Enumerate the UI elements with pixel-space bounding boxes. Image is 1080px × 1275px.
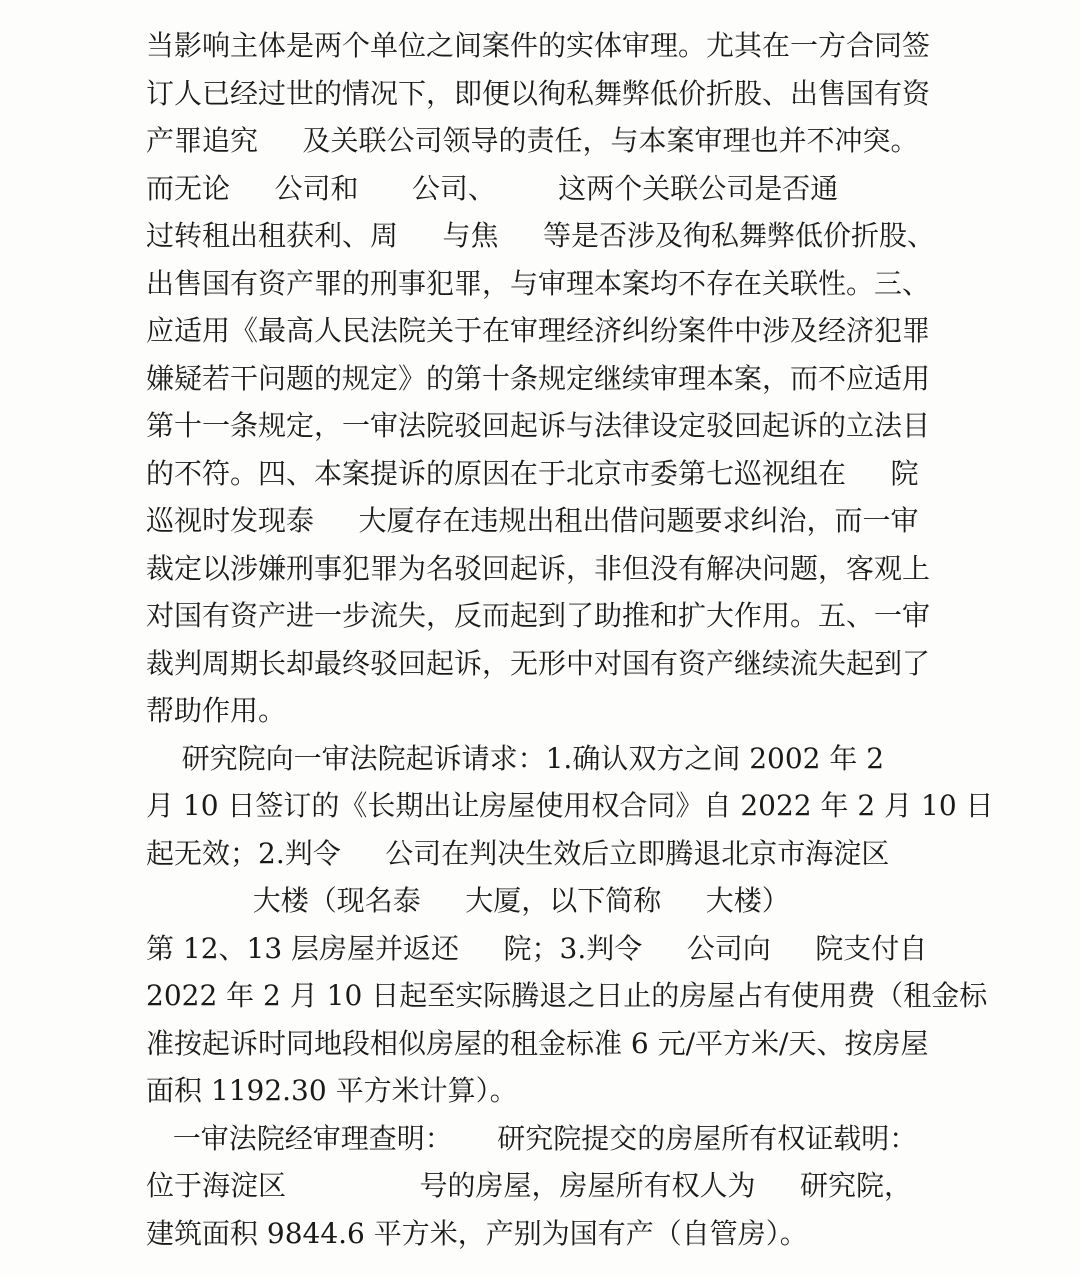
- text-line: 对国有资产进一步流失，反而起到了助推和扩大作用。五、一审: [146, 599, 931, 632]
- text-line: 起无效；2.判令 公司在判决生效后立即腾退北京市海淀区: [146, 836, 890, 870]
- text-line: 应适用《最高人民法院关于在审理经济纠纷案件中涉及经济犯罪: [146, 314, 931, 347]
- text-line: 而无论 公司和 公司、 这两个关联公司是否通: [146, 171, 839, 205]
- text-line: 建筑面积 9844.6 平方米，产别为国有产（自管房）。: [146, 1216, 808, 1250]
- text-line: 2022 年 2 月 10 日起至实际腾退之日止的房屋占有使用费（租金标: [146, 979, 988, 1012]
- text-line: 嫌疑若干问题的规定》的第十条规定继续审理本案，而不应适用: [146, 361, 931, 395]
- text-line: 裁判周期长却最终驳回起诉，无形中对国有资产继续流失起到了: [146, 646, 931, 680]
- text-line: 一审法院经审理查明： 研究院提交的房屋所有权证载明：: [146, 1121, 918, 1155]
- text-line: 过转租出租获利、周 与焦 等是否涉及徇私舞弊低价折股、: [146, 219, 936, 252]
- text-line: 大楼（现名泰 大厦，以下简称 大楼）: [146, 884, 790, 917]
- text-line: 的不符。四、本案提诉的原因在于北京市委第七巡视组在 院: [146, 456, 919, 490]
- text-line: 产罪追究 及关联公司领导的责任，与本案审理也并不冲突。: [146, 124, 919, 157]
- text-line: 第 12、13 层房屋并返还 院；3.判令 公司向 院支付自: [146, 931, 928, 965]
- text-line: 裁定以涉嫌刑事犯罪为名驳回起诉，非但没有解决问题，客观上: [146, 551, 931, 585]
- text-line: 出售国有资产罪的刑事犯罪，与审理本案均不存在关联性。三、: [146, 266, 931, 300]
- text-line: 第十一条规定，一审法院驳回起诉与法律设定驳回起诉的立法目: [146, 409, 931, 442]
- text-line: 订人已经过世的情况下，即便以徇私舞弊低价折股、出售国有资: [146, 76, 931, 110]
- text-line: 当影响主体是两个单位之间案件的实体审理。尤其在一方合同签: [146, 29, 931, 62]
- text-line: 准按起诉时同地段相似房屋的租金标准 6 元/平方米/天、按房屋: [146, 1026, 929, 1060]
- document-body: [146, 22, 994, 1257]
- text-line: 位于海淀区 号的房屋，房屋所有权人为 研究院，: [146, 1169, 913, 1202]
- text-line: 研究院向一审法院起诉请求：1.确认双方之间 2002 年 2: [146, 741, 885, 775]
- text-line: 面积 1192.30 平方米计算）。: [146, 1074, 518, 1107]
- text-line: 月 10 日签订的《长期出让房屋使用权合同》自 2022 年 2 月 10 日: [146, 789, 994, 822]
- text-line: 帮助作用。: [146, 694, 287, 727]
- text-line: 巡视时发现泰 大厦存在违规出租出借问题要求纠治，而一审: [146, 504, 919, 537]
